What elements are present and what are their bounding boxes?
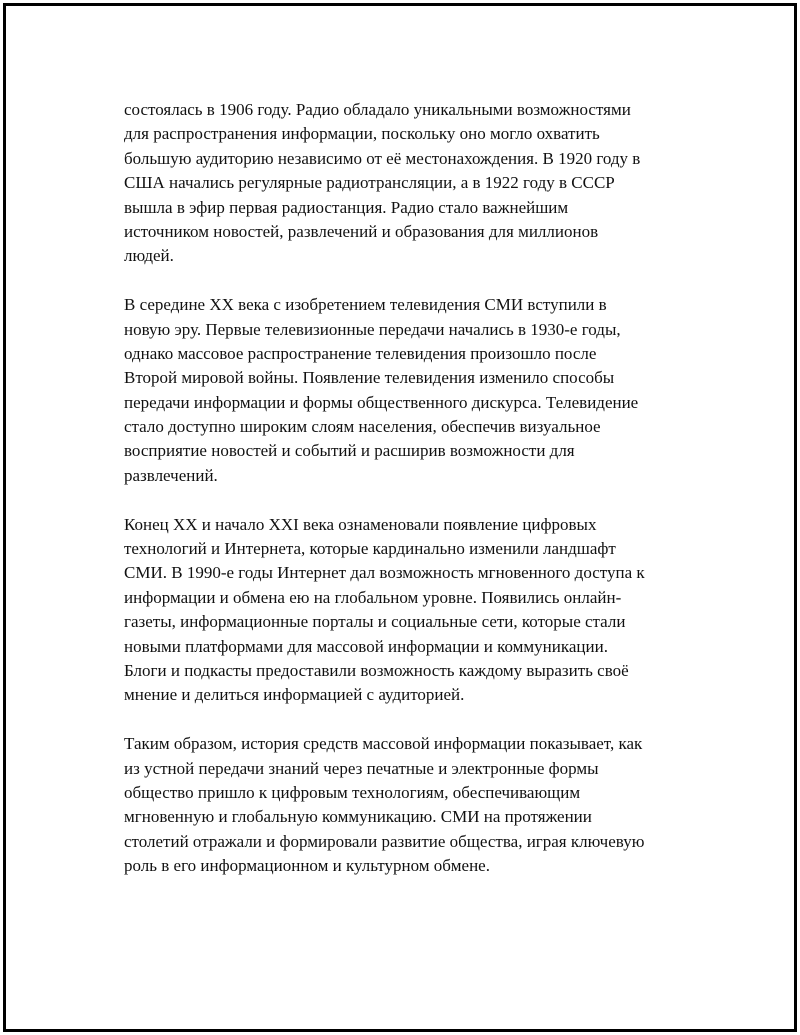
text-line: однако массовое распространение телевидения произошло после	[124, 343, 597, 363]
text-line: вышла в эфир первая радиостанция. Радио стало важнейшим	[124, 197, 569, 217]
text-line: США начались регулярные радиотрансляции, а в 1922 году в СССР	[124, 173, 615, 193]
text-line: новыми платформами для массовой информации и коммуникации.	[124, 636, 608, 656]
text-line: Второй мировой войны. Появление телевидения изменило способы	[124, 368, 615, 388]
paragraph	[124, 513, 694, 708]
paragraph-gap	[124, 708, 694, 732]
text-line: источником новостей, развлечений и образования для миллионов	[124, 221, 599, 241]
text-line: восприятие новостей и событий и расширив возможности для	[124, 441, 575, 461]
text-line: из устной передачи знаний через печатные и электронные формы	[124, 758, 599, 778]
document-body	[124, 98, 694, 879]
paragraph	[124, 98, 694, 269]
paragraph-gap	[124, 269, 694, 293]
text-line: мнение и делиться информацией с аудиторией.	[124, 685, 465, 705]
text-line: СМИ. В 1990-е годы Интернет дал возможность мгновенного доступа к	[124, 563, 645, 583]
text-line: развлечений.	[124, 465, 218, 485]
text-line: роль в его информационном и культурном обмене.	[124, 856, 490, 876]
text-line: передачи информации и формы общественного дискурса. Телевидение	[124, 392, 639, 412]
text-line: большую аудиторию независимо от её местонахождения. В 1920 году в	[124, 148, 641, 168]
paragraph	[124, 732, 694, 878]
paragraph	[124, 293, 694, 488]
text-line: столетий отражали и формировали развитие общества, играя ключевую	[124, 831, 645, 851]
text-line: технологий и Интернета, которые кардинально изменили ландшафт	[124, 539, 616, 559]
text-line: газеты, информационные порталы и социальные сети, которые стали	[124, 612, 626, 632]
text-line: Таким образом, история средств массовой информации показывает, как	[124, 734, 643, 754]
text-line: В середине XX века с изобретением телевидения СМИ вступили в	[124, 295, 607, 315]
text-line: новую эру. Первые телевизионные передачи начались в 1930-е годы,	[124, 319, 621, 339]
text-line: Блоги и подкасты предоставили возможность каждому выразить своё	[124, 660, 629, 680]
text-line: информации и обмена ею на глобальном уровне. Появились онлайн-	[124, 587, 622, 607]
text-line: мгновенную и глобальную коммуникацию. СМИ на протяжении	[124, 807, 592, 827]
page-frame	[3, 3, 797, 1032]
text-line: стало доступно широким слоям населения, обеспечив визуальное	[124, 417, 601, 437]
text-line: людей.	[124, 246, 174, 266]
text-line: общество пришло к цифровым технологиям, обеспечивающим	[124, 782, 581, 802]
paragraph-gap	[124, 488, 694, 512]
text-line: для распространения информации, поскольку оно могло охватить	[124, 124, 600, 144]
text-line: состоялась в 1906 году. Радио обладало уникальными возможностями	[124, 100, 631, 119]
text-line: Конец XX и начало XXI века ознаменовали появление цифровых	[124, 514, 597, 534]
